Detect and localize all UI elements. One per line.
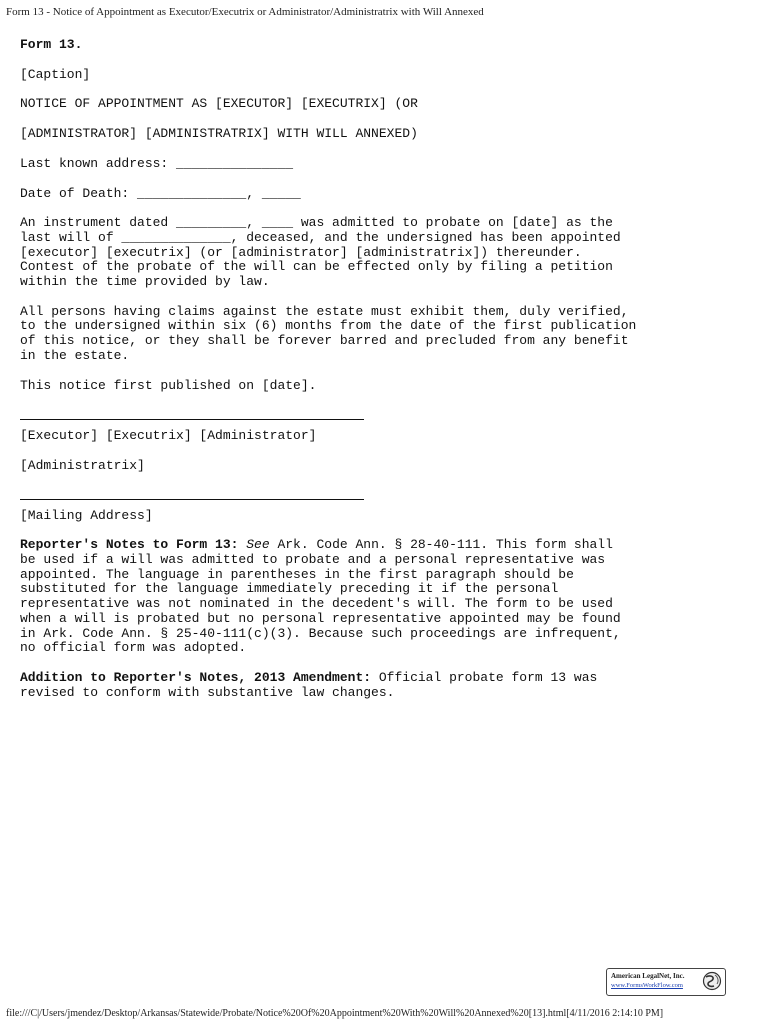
- notice-title-line-1: NOTICE OF APPOINTMENT AS [EXECUTOR] [EXECUTRIX] (OR: [20, 96, 418, 112]
- signatory-title-line-2: [Administratrix]: [20, 457, 145, 473]
- publication-date-line: This notice first published on [date].: [20, 377, 317, 393]
- logo-company-name: American LegalNet, Inc.: [611, 972, 685, 980]
- logo-website-link[interactable]: www.FormsWorkFlow.com: [611, 982, 683, 989]
- addition-to-notes: [20, 671, 755, 700]
- reporters-notes-text: Ark. Code Ann. § 28-40-111. This form shall be used if a will was admitted to probate and a personal representative was appointed. The language in parentheses in the first paragraph should be substituted for the language immediately preceding it if the personal representative was not nominated in the decedent's will. The form to be used when a will is probated but no personal representative appointed may be found in Ark. Code Ann. § 25-40-111(c)(3). Because such proceedings are infrequent, no official form was adopted.: [20, 537, 621, 656]
- caption-placeholder: [Caption]: [20, 66, 91, 82]
- form-body: [20, 38, 755, 715]
- page-footer-path: file:///C|/Users/jmendez/Desktop/Arkansas/Statewide/Probate/Notice%20Of%20Appointment%20With%20Will%20Annexed%20[13].html[4/11/2016 2:14:10 PM]: [6, 1008, 664, 1019]
- signature-line: [20, 419, 364, 420]
- notice-title-line-2: [ADMINISTRATOR] [ADMINISTRATRIX] WITH WILL ANNEXED): [20, 126, 418, 142]
- last-known-address-field: Last known address: _______________: [20, 155, 294, 171]
- reporters-notes-see: See: [246, 537, 270, 553]
- mailing-address-line: [20, 499, 364, 500]
- instrument-paragraph: An instrument dated _________, ____ was admitted to probate on [date] as the last will of ______________, deceased, and the undersigned has been appointed [executor] [executrix] (or [administrator] [administratrix]) thereunder. Contest of the probate of the will can be effected only by filing a petition within the time provided by law.: [20, 215, 621, 290]
- date-of-death-field: Date of Death: ______________, _____: [20, 185, 301, 201]
- form-heading: Form 13.: [20, 37, 83, 52]
- globe-icon: [702, 971, 722, 991]
- signatory-title-line-1: [Executor] [Executrix] [Administrator]: [20, 428, 317, 444]
- addition-notes-label: Addition to Reporter's Notes, 2013 Amendment:: [20, 669, 372, 685]
- addition-notes-text: Official probate form 13 was revised to conform with substantive law changes.: [20, 669, 598, 700]
- page-header-title: Form 13 - Notice of Appointment as Executor/Executrix or Administrator/Administratrix with Will Annexed: [6, 6, 484, 18]
- mailing-address-label: [Mailing Address]: [20, 507, 153, 523]
- claims-paragraph: All persons having claims against the estate must exhibit them, duly verified, to the undersigned within six (6) months from the date of the first publication of this notice, or they shall be forever barred and precluded from any benefit in the estate.: [20, 303, 637, 363]
- reporters-notes: [20, 538, 755, 656]
- legalnet-logo: [606, 968, 726, 996]
- reporters-notes-label: Reporter's Notes to Form 13:: [20, 537, 239, 553]
